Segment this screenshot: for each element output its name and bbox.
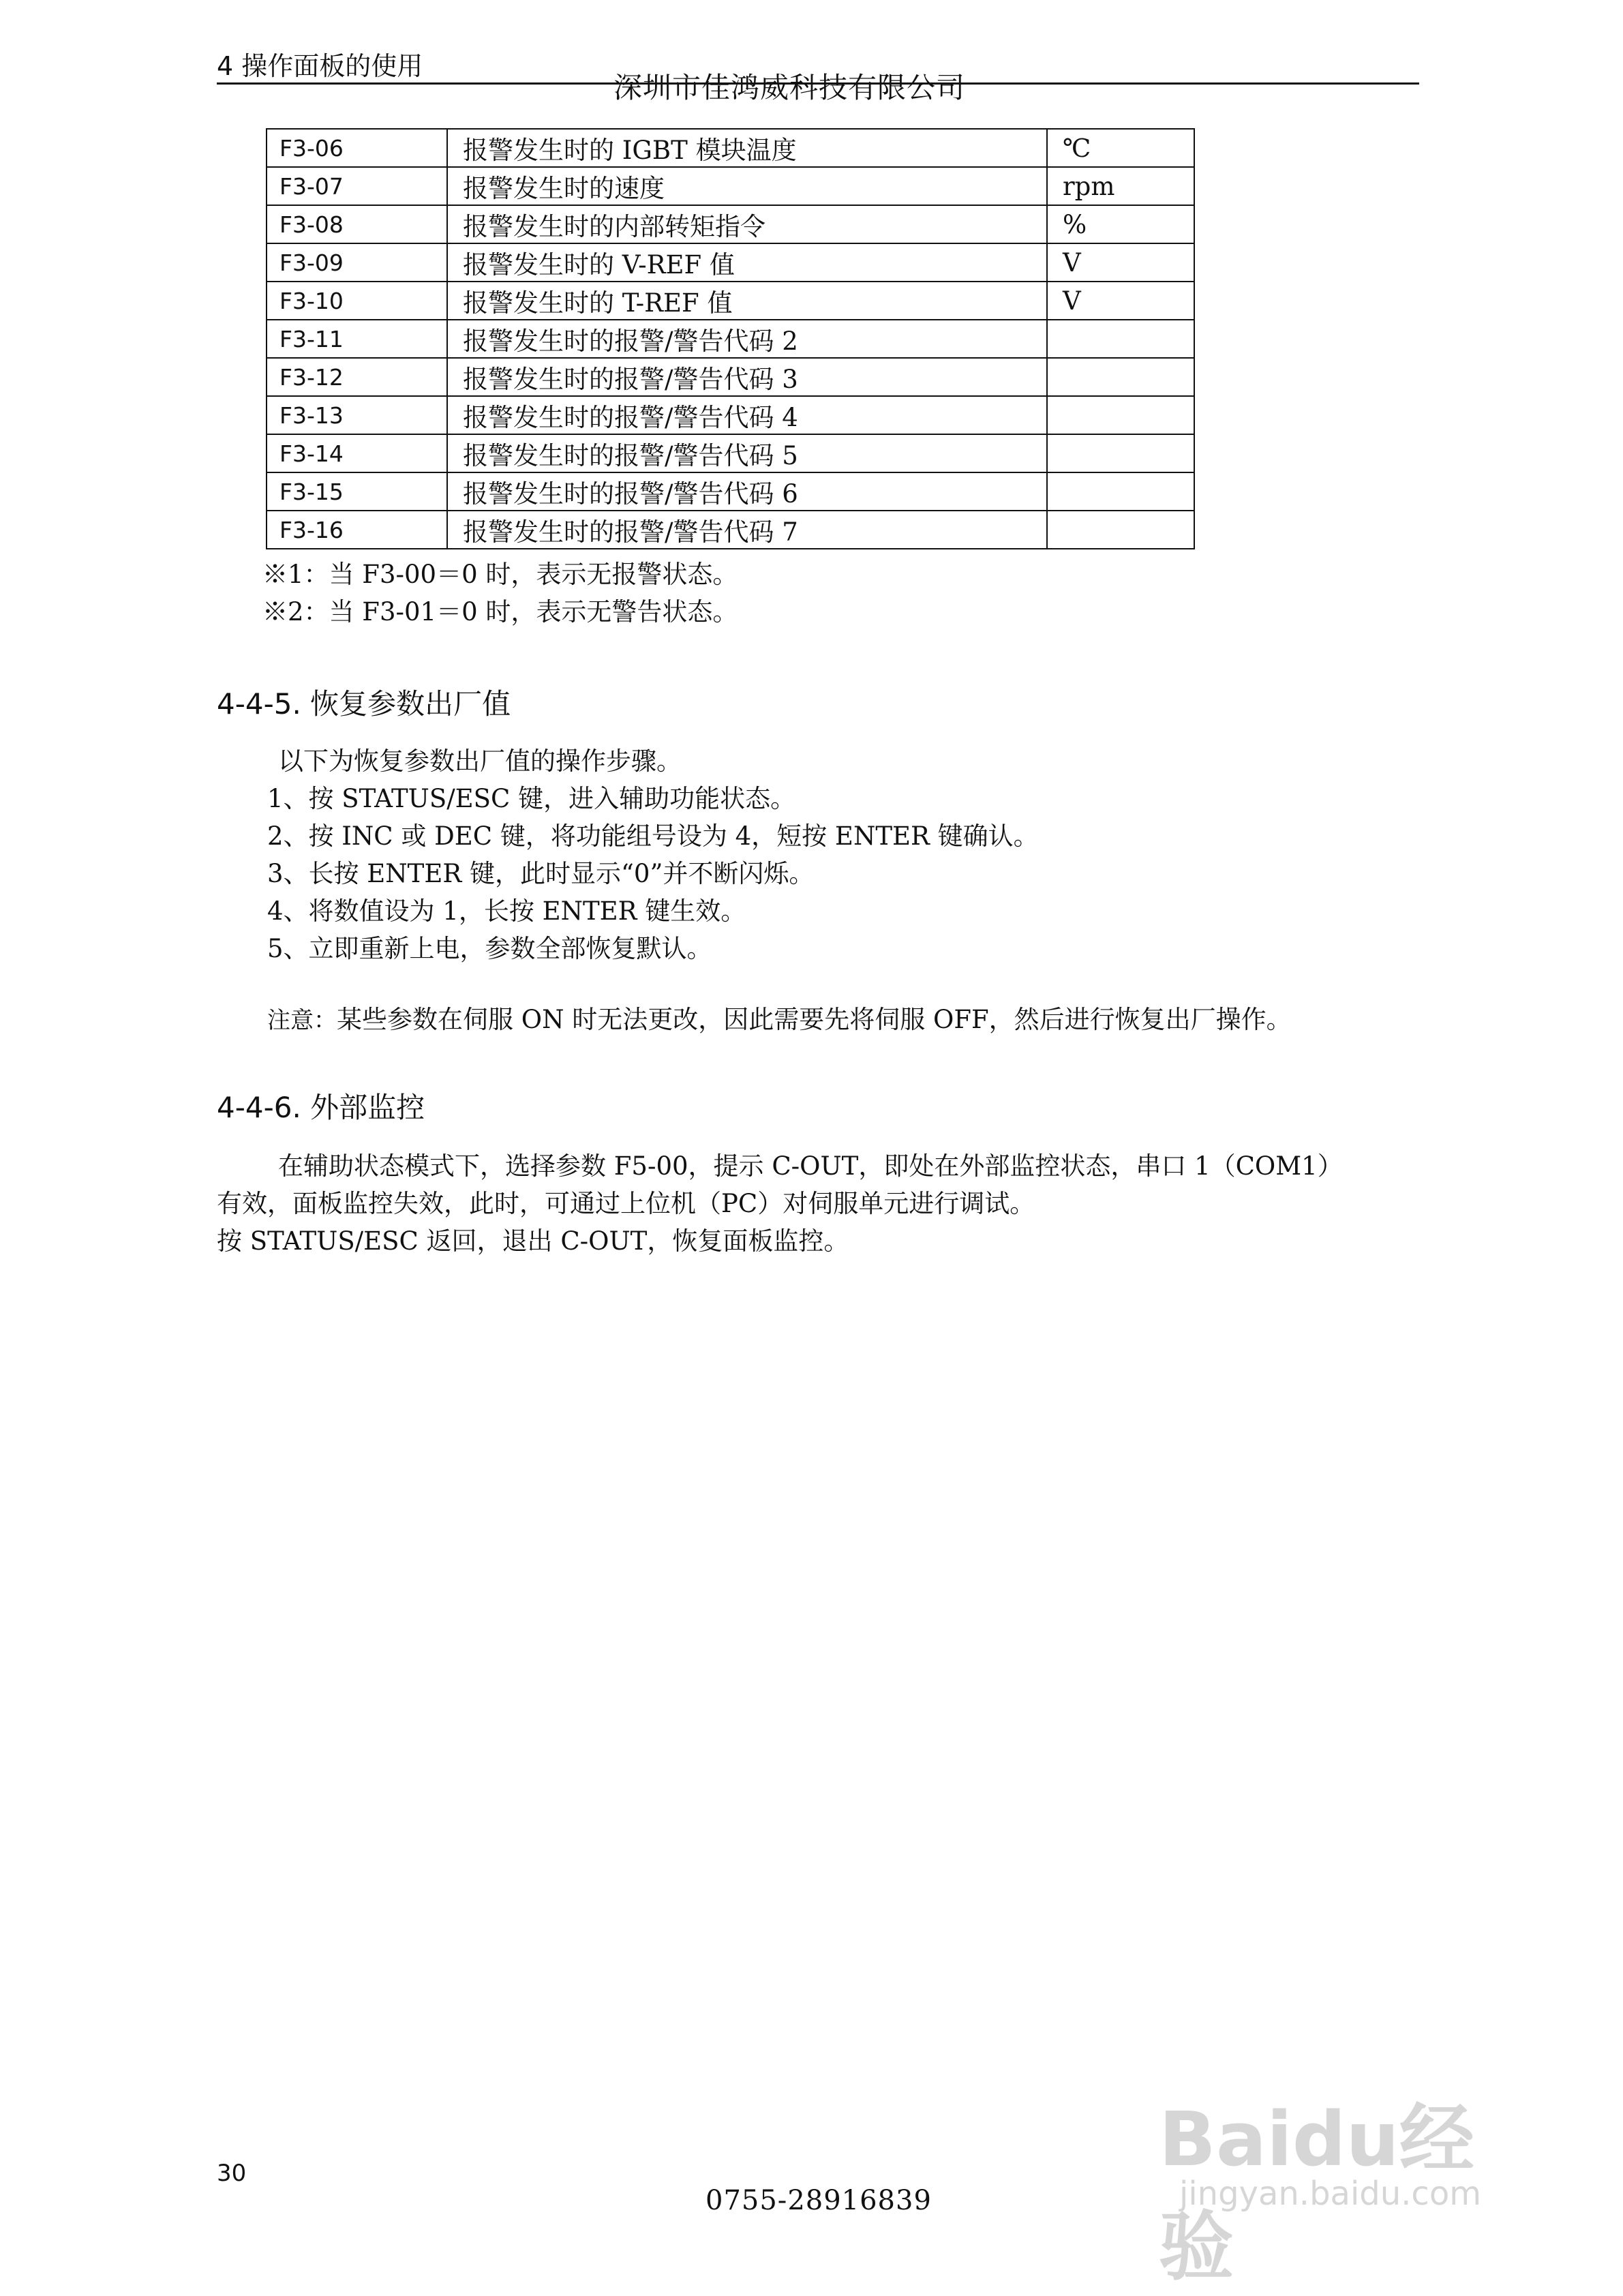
table-cell-desc: 报警发生时的 IGBT 模块温度 xyxy=(447,129,1047,167)
company-name: 深圳市佳鸿威科技有限公司 xyxy=(613,71,966,104)
footer-phone: 0755-28916839 xyxy=(706,2185,932,2216)
table-row xyxy=(267,358,1194,396)
restore-notice xyxy=(267,999,1292,1036)
table-cell-code: F3-09 xyxy=(267,243,447,282)
table-cell-desc: 报警发生时的 V-REF 值 xyxy=(447,243,1047,282)
notice-label: 注意： xyxy=(267,1007,337,1034)
table-row xyxy=(267,205,1194,243)
table-cell-desc: 报警发生时的报警/警告代码 3 xyxy=(447,358,1047,396)
table-cell-unit: V xyxy=(1047,282,1194,320)
table-cell-code: F3-11 xyxy=(267,320,447,358)
table-row xyxy=(267,472,1194,511)
table-cell-desc: 报警发生时的内部转矩指令 xyxy=(447,205,1047,243)
table-cell-unit: ℃ xyxy=(1047,129,1194,167)
restore-step-2: 2、按 INC 或 DEC 键，将功能组号设为 4，短按 ENTER 键确认。 xyxy=(267,821,1039,851)
table-cell-unit xyxy=(1047,320,1194,358)
monitor-line-3: 按 STATUS/ESC 返回，退出 C-OUT，恢复面板监控。 xyxy=(217,1226,849,1256)
table-row xyxy=(267,511,1194,549)
notice-text: 某些参数在伺服 ON 时无法更改，因此需要先将伺服 OFF，然后进行恢复出厂操作。 xyxy=(337,1005,1292,1034)
baidu-watermark xyxy=(1159,2079,1541,2291)
table-cell-desc: 报警发生时的报警/警告代码 5 xyxy=(447,434,1047,472)
watermark-logo: Baidu经验 xyxy=(1159,2096,1474,2291)
table-cell-unit xyxy=(1047,434,1194,472)
table-row xyxy=(267,129,1194,167)
table-note-1: ※1：当 F3-00＝0 时，表示无报警状态。 xyxy=(262,560,738,589)
watermark-url: jingyan.baidu.com xyxy=(1179,2175,1481,2213)
table-row xyxy=(267,396,1194,434)
table-cell-desc: 报警发生时的 T-REF 值 xyxy=(447,282,1047,320)
restore-step-4: 4、将数值设为 1，长按 ENTER 键生效。 xyxy=(267,896,746,926)
section-heading-restore-defaults: 4-4-5. 恢复参数出厂值 xyxy=(217,687,511,721)
table-cell-desc: 报警发生时的报警/警告代码 4 xyxy=(447,396,1047,434)
section-heading-external-monitor: 4-4-6. 外部监控 xyxy=(217,1091,425,1124)
table-row xyxy=(267,167,1194,205)
header-divider xyxy=(217,82,1419,85)
table-cell-unit: V xyxy=(1047,243,1194,282)
table-cell-unit: rpm xyxy=(1047,167,1194,205)
table-cell-code: F3-08 xyxy=(267,205,447,243)
table-cell-code: F3-12 xyxy=(267,358,447,396)
restore-intro: 以下为恢复参数出厂值的操作步骤。 xyxy=(278,746,682,776)
table-cell-unit: % xyxy=(1047,205,1194,243)
table-row xyxy=(267,243,1194,282)
parameter-table xyxy=(266,128,1195,549)
table-cell-code: F3-10 xyxy=(267,282,447,320)
chapter-title: 4 操作面板的使用 xyxy=(217,51,423,81)
table-row xyxy=(267,434,1194,472)
table-cell-code: F3-13 xyxy=(267,396,447,434)
table-cell-code: F3-06 xyxy=(267,129,447,167)
table-note-2: ※2：当 F3-01＝0 时，表示无警告状态。 xyxy=(262,597,738,626)
table-cell-code: F3-14 xyxy=(267,434,447,472)
table-cell-code: F3-16 xyxy=(267,511,447,549)
parameter-table-body xyxy=(267,129,1194,549)
table-cell-unit xyxy=(1047,511,1194,549)
monitor-line-1: 在辅助状态模式下，选择参数 F5-00，提示 C-OUT，即处在外部监控状态，串口 1（COM1） xyxy=(278,1151,1343,1181)
table-cell-desc: 报警发生时的速度 xyxy=(447,167,1047,205)
monitor-line-2: 有效，面板监控失效，此时，可通过上位机（PC）对伺服单元进行调试。 xyxy=(217,1189,1035,1218)
table-cell-desc: 报警发生时的报警/警告代码 7 xyxy=(447,511,1047,549)
table-cell-unit xyxy=(1047,358,1194,396)
table-cell-unit xyxy=(1047,396,1194,434)
restore-step-3: 3、长按 ENTER 键，此时显示“0”并不断闪烁。 xyxy=(267,859,815,888)
table-cell-code: F3-07 xyxy=(267,167,447,205)
restore-step-5: 5、立即重新上电，参数全部恢复默认。 xyxy=(267,934,712,963)
restore-step-1: 1、按 STATUS/ESC 键，进入辅助功能状态。 xyxy=(267,784,796,813)
table-cell-desc: 报警发生时的报警/警告代码 2 xyxy=(447,320,1047,358)
table-cell-unit xyxy=(1047,472,1194,511)
table-row xyxy=(267,320,1194,358)
table-row xyxy=(267,282,1194,320)
page-number: 30 xyxy=(217,2160,247,2187)
table-cell-code: F3-15 xyxy=(267,472,447,511)
table-cell-desc: 报警发生时的报警/警告代码 6 xyxy=(447,472,1047,511)
